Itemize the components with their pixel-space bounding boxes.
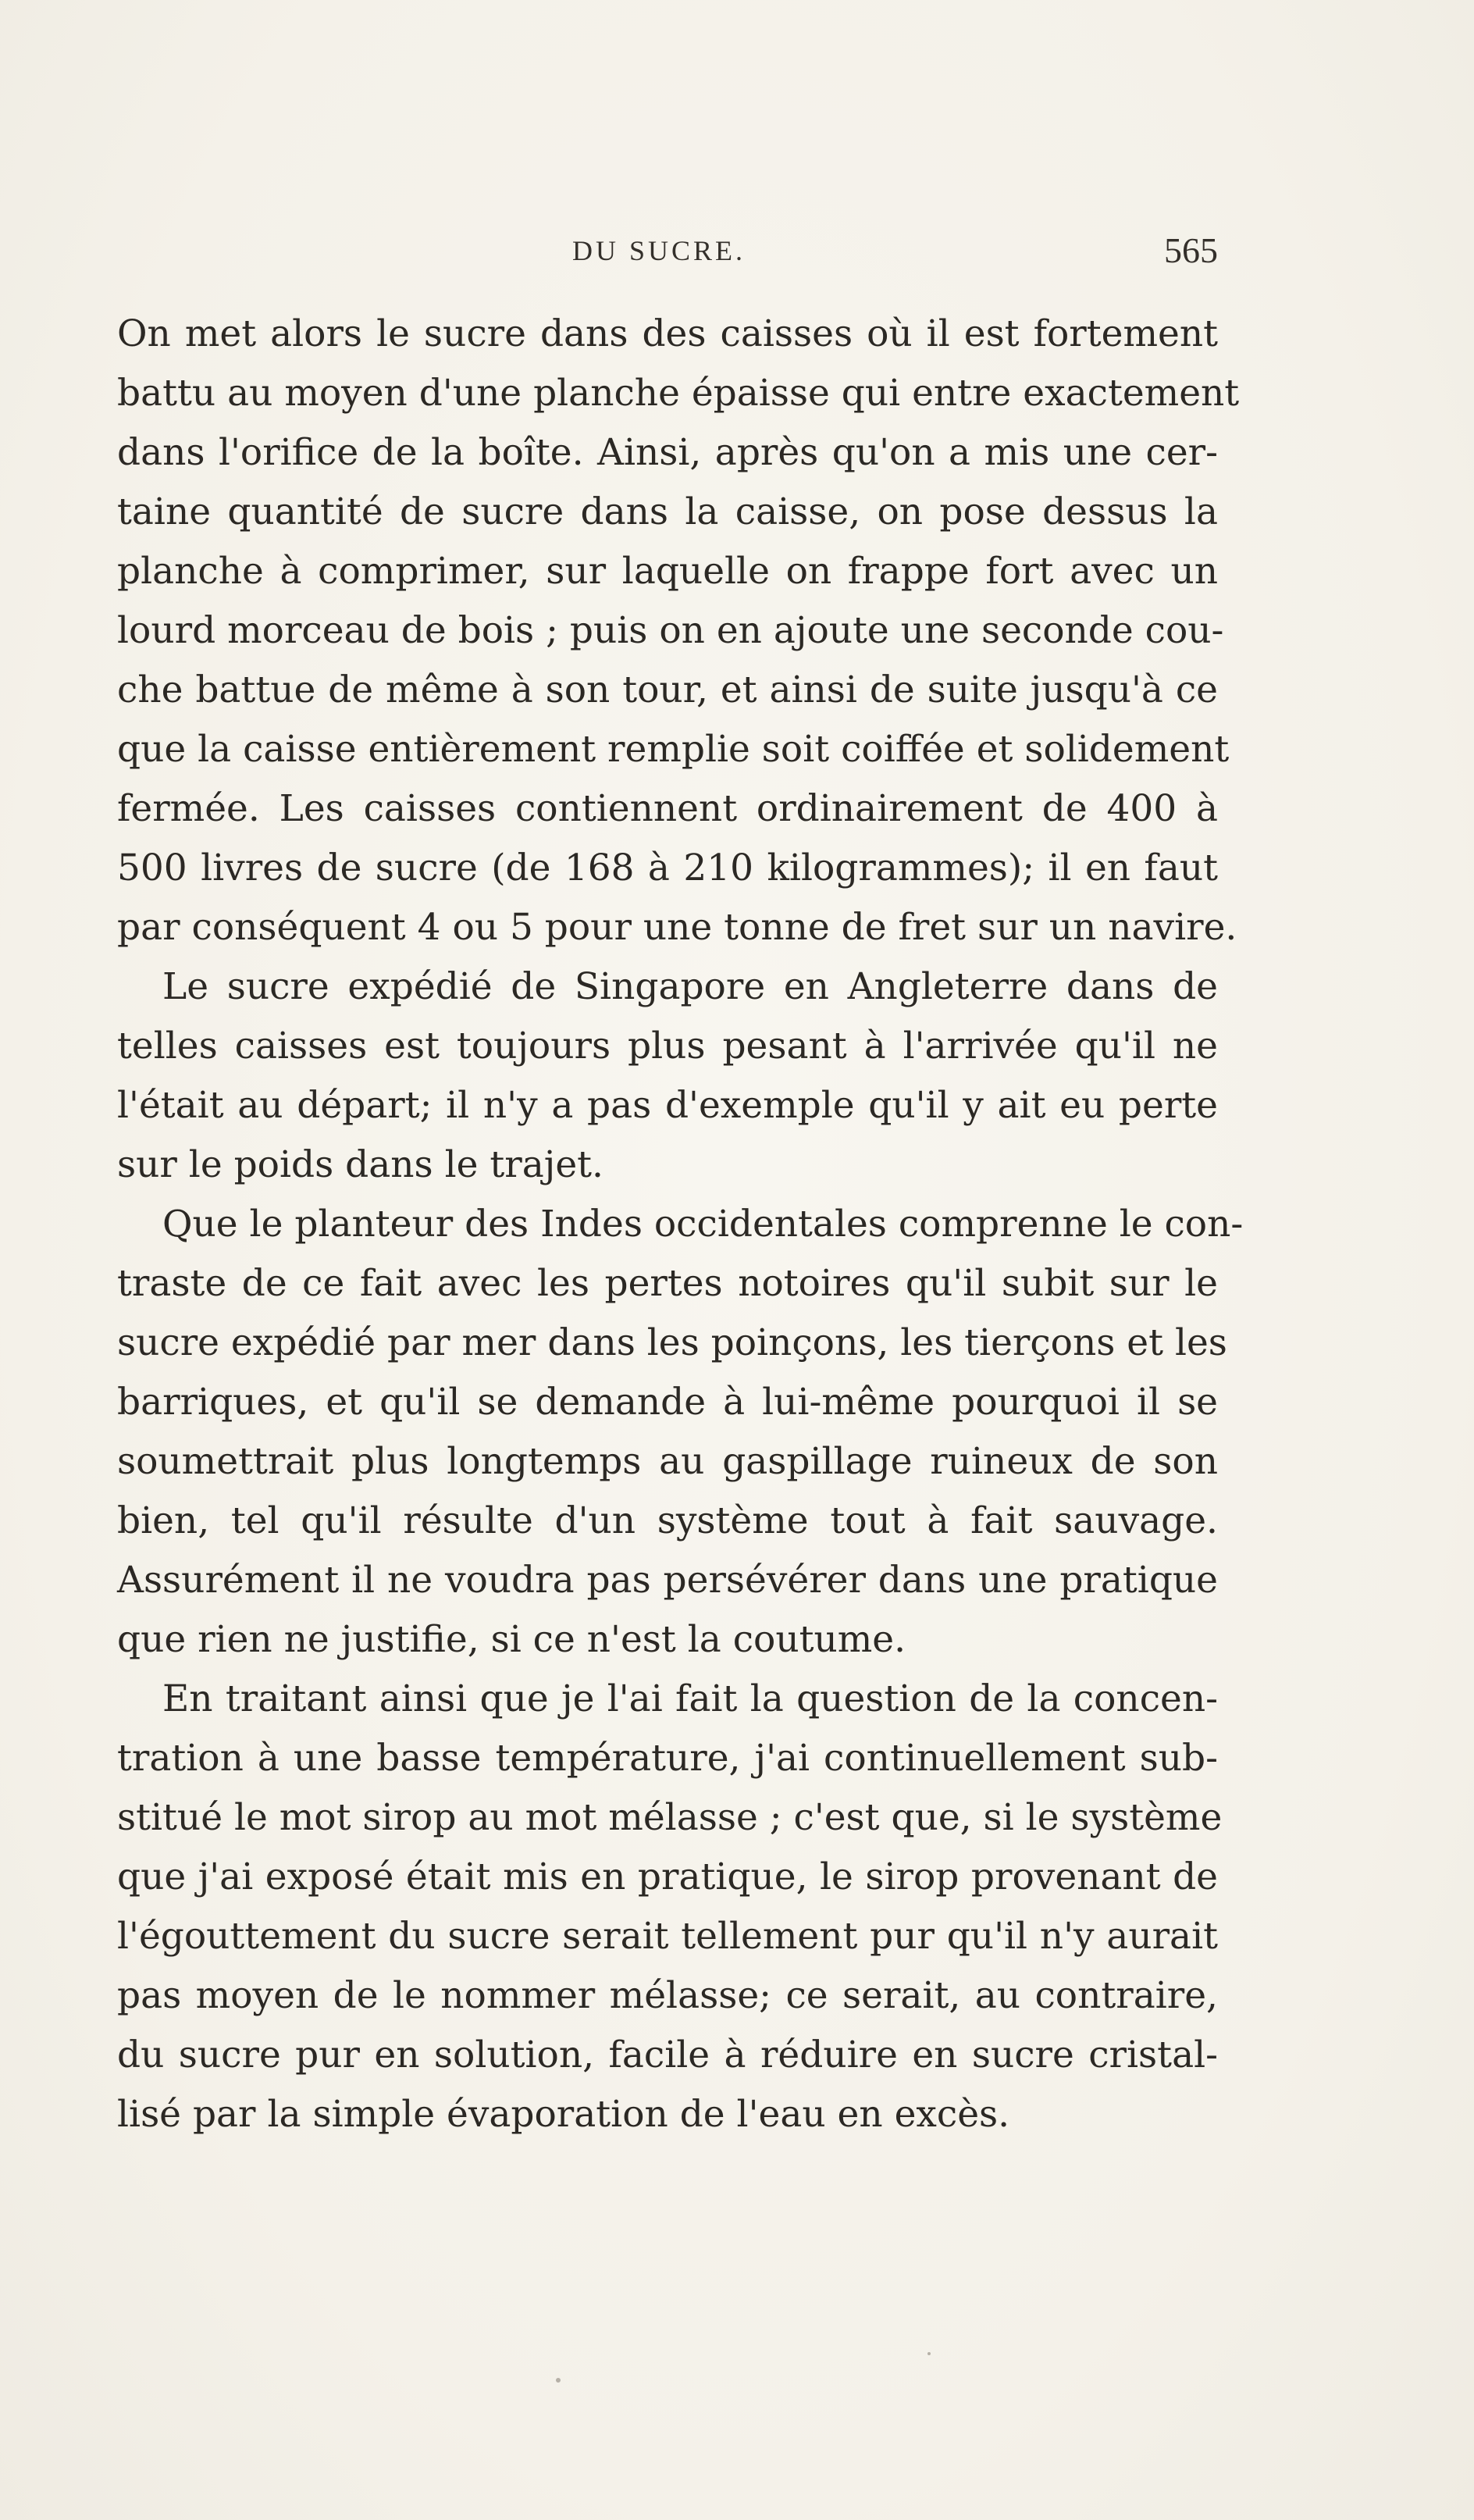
- text-line: traste de ce fait avec les pertes notoires qu'il subit sur le: [117, 1262, 1218, 1305]
- text-line: barriques, et qu'il se demande à lui-même pourquoi il se: [117, 1381, 1218, 1424]
- page-body: [117, 305, 1244, 2144]
- text-line: l'égouttement du sucre serait tellement pur qu'il n'y aurait: [117, 1915, 1218, 1958]
- text-line: stitué le mot sirop au mot mélasse ; c'est que, si le système: [117, 1796, 1223, 1839]
- paragraph-2: [117, 957, 1218, 1195]
- text-line: Assurément il ne voudra pas persévérer dans une pratique: [117, 1559, 1218, 1602]
- text-line: fermée. Les caisses contiennent ordinairement de 400 à: [117, 787, 1218, 830]
- text-line: bien, tel qu'il résulte d'un système tout à fait sauvage.: [117, 1499, 1218, 1542]
- text-line: que j'ai exposé était mis en pratique, le sirop provenant de: [117, 1855, 1218, 1898]
- text-line: battu au moyen d'une planche épaisse qui entre exactement: [117, 372, 1240, 415]
- text-line: sur le poids dans le trajet.: [117, 1143, 603, 1186]
- text-line: 500 livres de sucre (de 168 à 210 kilogrammes); il en faut: [117, 847, 1218, 889]
- text-line: par conséquent 4 ou 5 pour une tonne de fret sur un navire.: [117, 906, 1237, 949]
- paper-speck: [556, 2378, 561, 2383]
- text-line: taine quantité de sucre dans la caisse, on pose dessus la: [117, 490, 1218, 533]
- text-line: Que le planteur des Indes occidentales comprenne le con-: [162, 1203, 1244, 1246]
- text-line: l'était au départ; il n'y a pas d'exemple qu'il y ait eu perte: [117, 1084, 1218, 1127]
- paper-speck: [927, 2352, 931, 2355]
- text-line: soumettrait plus longtemps au gaspillage ruineux de son: [117, 1440, 1218, 1483]
- paragraph-3: [117, 1195, 1244, 1670]
- text-line: que la caisse entièrement remplie soit coiffée et solidement: [117, 728, 1230, 771]
- paragraph-1: [117, 305, 1240, 957]
- text-line: du sucre pur en solution, facile à réduire en sucre cristal-: [117, 2033, 1218, 2076]
- text-line: Le sucre expédié de Singapore en Angleterre dans de: [162, 965, 1218, 1008]
- text-line: tration à une basse température, j'ai continuellement sub-: [117, 1737, 1218, 1780]
- text-line: planche à comprimer, sur laquelle on frappe fort avec un: [117, 550, 1218, 593]
- text-line: dans l'orifice de la boîte. Ainsi, après qu'on a mis une cer-: [117, 431, 1218, 474]
- text-line: che battue de même à son tour, et ainsi de suite jusqu'à ce: [117, 668, 1218, 711]
- page-number: 565: [1164, 230, 1218, 270]
- running-head: [117, 230, 1218, 281]
- text-line: En traitant ainsi que je l'ai fait la question de la concen-: [162, 1677, 1218, 1720]
- text-line: sucre expédié par mer dans les poinçons, les tierçons et les: [117, 1321, 1227, 1364]
- text-line: que rien ne justifie, si ce n'est la coutume.: [117, 1618, 906, 1661]
- running-head-title: DU SUCRE.: [572, 235, 746, 266]
- text-line: pas moyen de le nommer mélasse; ce serait, au contraire,: [117, 1974, 1218, 2017]
- text-line: lisé par la simple évaporation de l'eau en excès.: [117, 2093, 1010, 2136]
- text-line: On met alors le sucre dans des caisses où il est fortement: [117, 312, 1218, 355]
- text-line: telles caisses est toujours plus pesant à l'arrivée qu'il ne: [117, 1025, 1218, 1068]
- paragraph-4: [117, 1670, 1223, 2144]
- text-line: lourd morceau de bois ; puis on en ajoute une seconde cou-: [117, 609, 1224, 652]
